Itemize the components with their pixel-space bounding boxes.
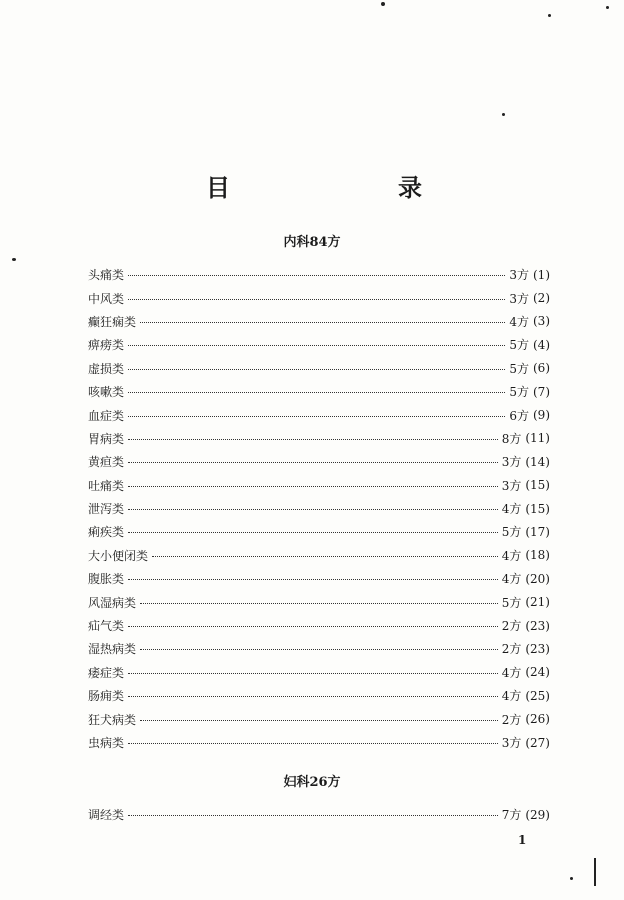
toc-entry bbox=[88, 707, 550, 730]
toc-entry-page: (23) bbox=[525, 641, 550, 656]
toc-entry-category: 肠痈类 bbox=[88, 689, 125, 704]
dot-leader bbox=[140, 322, 505, 323]
toc-entry bbox=[88, 310, 550, 333]
toc-entry-category: 咳嗽类 bbox=[88, 385, 125, 400]
toc-entry-page: (26) bbox=[525, 712, 550, 727]
toc-entry-count: 4方 bbox=[501, 502, 522, 517]
dot-leader bbox=[152, 556, 498, 557]
toc-entry-page: (15) bbox=[525, 501, 550, 516]
toc-entry-category: 腹胀类 bbox=[88, 572, 125, 587]
section-heading-gynecology: 妇科26方 bbox=[283, 775, 341, 790]
toc-entry-category: 痹痨类 bbox=[88, 338, 125, 353]
toc-entry bbox=[88, 661, 550, 684]
toc-entry-category: 虫病类 bbox=[88, 736, 125, 750]
dot-leader bbox=[128, 532, 498, 533]
toc-entry-page: (17) bbox=[525, 524, 550, 539]
toc-entry-category: 吐痛类 bbox=[88, 478, 125, 493]
toc-entry-page: (2) bbox=[533, 291, 550, 306]
toc-entry-count: 2方 bbox=[501, 619, 522, 634]
toc-entry-count: 4方 bbox=[509, 314, 529, 329]
dot-leader bbox=[128, 696, 498, 697]
toc-entry bbox=[88, 544, 550, 567]
toc-entry-count: 3方 bbox=[501, 455, 522, 470]
toc-entry bbox=[88, 474, 550, 497]
toc-entry-count: 4方 bbox=[501, 572, 522, 587]
toc-entry-page: (1) bbox=[533, 267, 550, 282]
toc-entry-page: (3) bbox=[533, 314, 550, 329]
dot-leader bbox=[128, 815, 498, 816]
dot-leader bbox=[128, 486, 498, 487]
toc-entry-page: (24) bbox=[525, 665, 550, 680]
toc-entry-page: (9) bbox=[533, 408, 550, 423]
toc-list-internal bbox=[88, 263, 550, 754]
dot-leader bbox=[128, 369, 505, 370]
dot-leader bbox=[128, 743, 498, 744]
toc-entry bbox=[88, 803, 550, 826]
page-title: 目 录 bbox=[206, 173, 462, 202]
toc-entry-count: 3方 bbox=[509, 268, 529, 283]
dot-leader bbox=[128, 345, 505, 346]
toc-entry bbox=[88, 357, 550, 380]
toc-entry-category: 湿热病类 bbox=[88, 642, 137, 657]
toc-entry-category: 调经类 bbox=[88, 808, 125, 823]
toc-entry-category: 中风类 bbox=[88, 291, 125, 306]
scan-speck bbox=[570, 877, 573, 880]
dot-leader bbox=[128, 275, 505, 276]
dot-leader bbox=[140, 649, 498, 650]
toc-entry-page: (23) bbox=[525, 618, 550, 633]
toc-entry-count: 5方 bbox=[501, 525, 522, 540]
toc-entry bbox=[88, 380, 550, 403]
toc-entry bbox=[88, 450, 550, 473]
toc-entry-category: 狂犬病类 bbox=[88, 712, 137, 727]
scan-speck bbox=[548, 14, 551, 17]
toc-entry bbox=[88, 731, 550, 754]
toc-entry-page: (25) bbox=[525, 688, 550, 703]
toc-entry-category: 黄疸类 bbox=[88, 455, 125, 470]
dot-leader bbox=[140, 720, 498, 721]
toc-entry-category: 血症类 bbox=[88, 408, 125, 423]
toc-entry-category: 痢疾类 bbox=[88, 525, 125, 540]
page-number: 1 bbox=[518, 833, 527, 847]
toc-entry-count: 4方 bbox=[501, 689, 522, 704]
toc-entry-page: (27) bbox=[525, 735, 550, 750]
toc-entry bbox=[88, 427, 550, 450]
toc-entry-category: 痿症类 bbox=[88, 665, 125, 680]
dot-leader bbox=[128, 392, 505, 393]
toc-entry-count: 3方 bbox=[501, 478, 522, 493]
scan-speck bbox=[606, 6, 609, 9]
toc-entry-category: 虚损类 bbox=[88, 361, 125, 376]
toc-entry bbox=[88, 684, 550, 707]
toc-entry-count: 2方 bbox=[501, 642, 522, 657]
scan-mark bbox=[594, 858, 596, 886]
toc-entry-category: 头痛类 bbox=[88, 268, 125, 283]
dot-leader bbox=[128, 439, 498, 440]
toc-entry-page: (15) bbox=[525, 478, 550, 493]
toc-entry-category: 疝气类 bbox=[88, 619, 125, 634]
scan-speck bbox=[502, 113, 505, 116]
scan-speck bbox=[381, 2, 385, 6]
toc-entry bbox=[88, 590, 550, 613]
toc-entry-count: 2方 bbox=[501, 712, 522, 727]
toc-entry-count: 8方 bbox=[501, 431, 522, 446]
dot-leader bbox=[128, 416, 505, 417]
toc-entry-category: 胃病类 bbox=[88, 431, 125, 446]
toc-entry-count: 5方 bbox=[509, 361, 529, 376]
section-heading-internal: 内科84方 bbox=[283, 235, 341, 250]
dot-leader bbox=[128, 673, 498, 674]
toc-entry bbox=[88, 637, 550, 660]
toc-entry bbox=[88, 497, 550, 520]
toc-entry-count: 3方 bbox=[501, 736, 522, 750]
dot-leader bbox=[128, 626, 498, 627]
toc-entry-count: 5方 bbox=[509, 338, 529, 353]
dot-leader bbox=[128, 299, 505, 300]
toc-entry-count: 5方 bbox=[501, 595, 522, 610]
toc-entry-page: (29) bbox=[525, 807, 550, 822]
toc-entry-count: 7方 bbox=[501, 808, 522, 823]
toc-entry bbox=[88, 333, 550, 356]
toc-entry-count: 6方 bbox=[509, 408, 529, 423]
toc-entry-page: (14) bbox=[525, 454, 550, 469]
toc-entry-page: (4) bbox=[533, 337, 550, 352]
toc-entry-category: 风湿病类 bbox=[88, 595, 137, 610]
toc-entry-count: 3方 bbox=[509, 291, 529, 306]
toc-entry-page: (6) bbox=[533, 361, 550, 376]
dot-leader bbox=[128, 462, 498, 463]
toc-entry-count: 4方 bbox=[501, 665, 522, 680]
toc-entry-page: (7) bbox=[533, 384, 550, 399]
toc-entry-page: (11) bbox=[525, 431, 550, 446]
toc-entry-category: 泄泻类 bbox=[88, 502, 125, 517]
toc-entry-page: (18) bbox=[525, 548, 550, 563]
toc-entry-count: 5方 bbox=[509, 385, 529, 400]
toc-entry-page: (20) bbox=[525, 571, 550, 586]
toc-list-gynecology bbox=[88, 803, 550, 826]
scan-speck bbox=[12, 258, 16, 261]
toc-entry bbox=[88, 614, 550, 637]
toc-entry bbox=[88, 263, 550, 286]
toc-entry bbox=[88, 520, 550, 543]
toc-entry-category: 癫狂痫类 bbox=[88, 314, 137, 329]
toc-entry bbox=[88, 286, 550, 309]
toc-entry bbox=[88, 567, 550, 590]
toc-entry-count: 4方 bbox=[501, 548, 522, 563]
dot-leader bbox=[140, 603, 498, 604]
toc-entry bbox=[88, 403, 550, 426]
toc-entry-category: 大小便闭类 bbox=[88, 548, 149, 563]
toc-entry-page: (21) bbox=[525, 595, 550, 610]
dot-leader bbox=[128, 509, 498, 510]
dot-leader bbox=[128, 579, 498, 580]
